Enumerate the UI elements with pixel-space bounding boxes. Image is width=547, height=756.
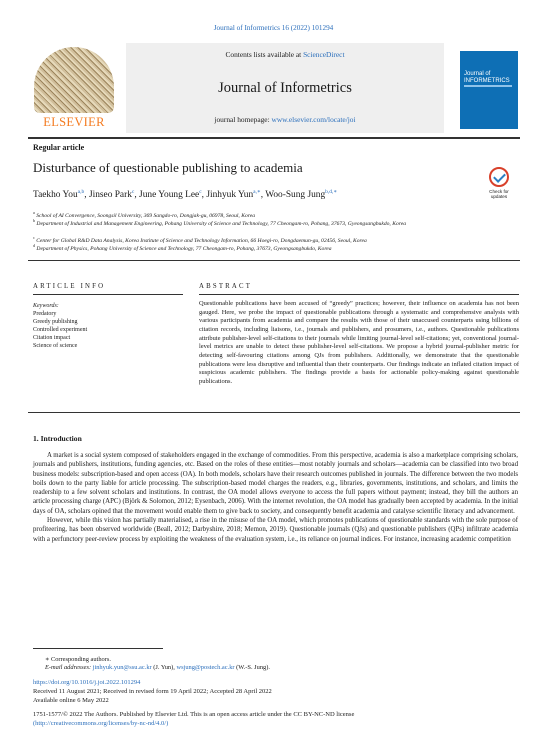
keyword-list: [33, 311, 87, 351]
footnote-rule: [33, 648, 163, 649]
abstract-divider: [28, 412, 520, 413]
paragraph: A market is a social system composed of stakeholders engaged in the exchange of commodities. From this perspective, academia is also a marketplace comprising scholars, journals and publishers, institutions, funding agencies, etc. Based on the roles of these entities—most notably journals and scholars—academia can be classified into two broad business models: subscription-based and open access (OA). In both models, scholars have their research outcomes published in journals. The difference between the two models boils down to the party liable for article processing. The subscription-based model charges the readers, e.g., libraries, governments, institutions, and scholars, and limits the readership to a few solvent scholars and institutions. In contrast, the OA model allows everyone to access the full papers without payment; instead, they bill the authors an article processing charge (APC) (Björk & Solomon, 2012; Eysenbach, 2006). With the internet revolution, the OA model has gradually been accepted by academia. In the initial days of OA, scholars opined that the movement would enable them to give back to society, and consequently benefit academia and catalyse scientific literacy and advancement.: [33, 452, 518, 515]
license-text: 1751-1577/© 2022 The Authors. Published by Elsevier Ltd. This is an open access article under the CC BY-NC-ND license: [33, 711, 355, 718]
keywords-label: Keywords:: [33, 303, 59, 309]
check-updates-icon: [489, 167, 509, 187]
article-title: Disturbance of questionable publishing to academia: [33, 160, 303, 175]
elsevier-wordmark: ELSEVIER: [43, 115, 105, 129]
author-affiliation-marker[interactable]: a,b: [77, 189, 85, 195]
article-info-heading: ARTICLE INFO: [33, 283, 106, 290]
contents-line: Contents lists available at ScienceDirect: [225, 50, 345, 59]
abstract-rule: [199, 294, 519, 295]
journal-cover-image: [460, 51, 518, 129]
author-name: Taekho You: [33, 190, 78, 201]
author-name: June Young Lee: [139, 190, 200, 201]
email-link[interactable]: jinhyuk.yun@ssu.ac.kr: [92, 664, 152, 671]
keyword: Citation impact: [33, 334, 71, 341]
elsevier-logo: [28, 43, 120, 133]
author-affiliation-marker[interactable]: a,∗: [253, 189, 261, 195]
abstract-heading: ABSTRACT: [199, 283, 253, 290]
cover-decoration: [464, 85, 512, 87]
journal-homepage-link[interactable]: www.elsevier.com/locate/joi: [271, 115, 356, 124]
received-dates: Received 11 August 2021; Received in revised form 19 April 2022; Accepted 28 April 2022: [33, 688, 272, 695]
check-updates-label: Check for updates: [489, 189, 509, 199]
article-type: Regular article: [33, 143, 85, 152]
license-link[interactable]: (http://creativecommons.org/licenses/by-nc-nd/4.0/): [33, 720, 169, 727]
introduction-body: [33, 451, 518, 544]
paragraph: However, while this vision has partially materialised, a rise in the misuse of the OA model, which promotes publications of questionable standards with the sole purpose of profiteering, has been observed worldwide (Beall, 2012; Darbyshire, 2018; Memon, 2019). Questionable journals (QJs) and questionable publishers (QPs) infiltrate academia with a perfunctory peer-review process by exploiting the weakness of the evaluation system, i.e., its reliance on journal indices. For instance, increasing academic competition: [33, 517, 518, 543]
cover-title: Journal of INFORMETRICS: [464, 71, 510, 84]
keyword: Science of science: [33, 342, 78, 349]
email-link[interactable]: wsjung@postech.ac.kr: [176, 664, 235, 671]
sciencedirect-link[interactable]: ScienceDirect: [303, 50, 345, 59]
author-affiliation-marker[interactable]: c: [199, 189, 202, 195]
journal-banner: [126, 43, 444, 133]
check-for-updates-button[interactable]: [482, 167, 516, 203]
introduction-heading: 1. Introduction: [33, 434, 82, 443]
journal-header: [28, 43, 520, 133]
affiliation: $^b$ Department of Industrial and Management Engineering, Pohang University of Science and Technology, 77 Cheongam-ro, Pohang, 37673, Gyeongsangbukdo, Korea: [33, 218, 407, 227]
author-name: Woo-Sung Jung: [265, 190, 326, 201]
author-affiliation-marker[interactable]: b,d,∗: [325, 189, 338, 195]
author-affiliation-marker[interactable]: c: [131, 189, 135, 195]
author-name: Jinseo Park: [88, 190, 132, 201]
available-online: Available online 6 May 2022: [33, 697, 109, 704]
journal-citation-link[interactable]: Journal of Informetrics 16 (2022) 101294: [213, 24, 334, 32]
affiliation: $^d$ Department of Physics, Pohang University of Science and Technology, 77 Cheongam-ro, Pohang, 37673, Gyeongsangbukdo, Korea: [33, 243, 332, 252]
affiliation: $^c$ Center for Global R&D Data Analysis, Korea Institute of Science and Technology Information, 66 Hoegi-ro, Dongdaemun-gu, 02456, Seoul, Korea: [33, 235, 367, 244]
article-info-rule: [33, 294, 183, 295]
keyword: Controlled experiment: [33, 326, 88, 333]
corresponding-note: ∗ Corresponding authors.: [45, 656, 111, 663]
journal-title: Journal of Informetrics: [218, 80, 352, 96]
keyword: Predatory: [33, 311, 57, 317]
author-list: Taekho You$^{a,b}$, Jinseo Park$^c$, June Young Lee$^c$, Jinhyuk Yun$^{a,∗}$, Woo-Sung Jung$^{b,d,∗}$: [33, 189, 338, 201]
header-divider: [28, 137, 520, 139]
elsevier-tree-icon: [34, 47, 114, 113]
doi-link[interactable]: https://doi.org/10.1016/j.joi.2022.101294: [33, 679, 141, 686]
keyword: Greedy publishing: [33, 318, 78, 325]
affiliation: $^a$ School of AI Convergence, Soongsil University, 369 Sangdo-ro, Dongjak-gu, 06978, Seoul, Korea: [33, 210, 255, 219]
homepage-line: journal homepage: www.elsevier.com/locate/joi: [214, 115, 356, 124]
abstract-text: Questionable publications have been accused of “greedy” practices; however, their influence on academia has not been gauged. Here, we probe the impact of questionable publications through a systematic and comprehensive analysis with various participants from academia and compare the results with those of their unaccused counterparts using billions of citation records, including liaisons, i.e., journals and publishers, and prosumers, i.e., authors. Questionable publications attribute publisher-level self-citations to their journals while limiting journal-level self-citations; yet, conventional journal-level metrics are unable to detect these publisher-level self-citations. We propose a hybrid journal-publisher metric for detecting self-favouring citations among QJs from publishers. Additionally, we demonstrate that the questionable publications were less disruptive and influential than their counterparts. Our findings indicate an inflated citation impact of suspicious academic publishers. The findings provide a basis for actionable policy-making against questionable publications.: [199, 300, 519, 385]
affiliation-divider: [28, 260, 520, 261]
author-name: Jinhyuk Yun: [206, 190, 254, 201]
email-note: E-mail addresses: jinhyuk.yun@ssu.ac.kr (J. Yun), wsjung@postech.ac.kr (W.-S. Jung).: [45, 664, 270, 671]
